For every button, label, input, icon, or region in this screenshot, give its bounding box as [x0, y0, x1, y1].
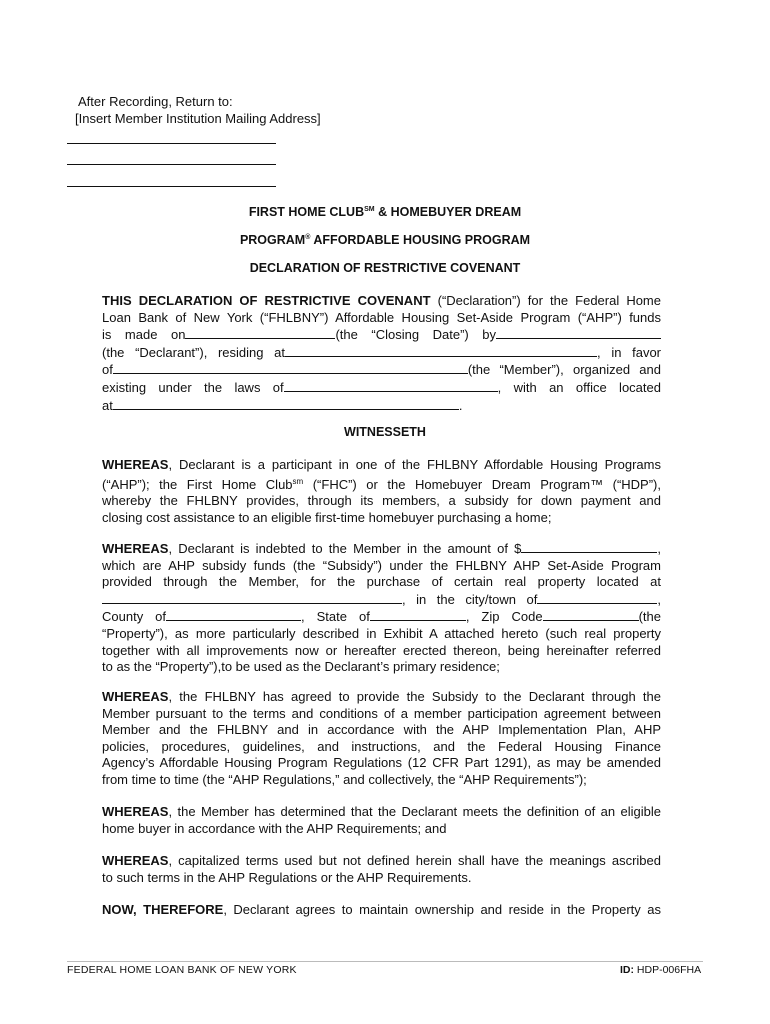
- state-blank: [370, 608, 466, 621]
- footer-document-id: ID: HDP-006FHA: [620, 964, 702, 976]
- footer-divider: [67, 961, 703, 962]
- intro-paragraph: THIS DECLARATION OF RESTRICTIVE COVENANT (“Declaration”) for the Federal Home Loan Bank of New York (“FHLBNY”) Affordable Housing Set-Aside Program (“AHP”) funds is made on (the “Closing Date”) by (the “Declarant”), residing at , in favor of (the “Member”), organized and existing under the laws of , with an office located at .: [102, 293, 662, 413]
- address-line-2: [67, 164, 276, 165]
- program-title-line-2: PROGRAM® AFFORDABLE HOUSING PROGRAM: [239, 233, 531, 247]
- whereas-paragraph-4: WHEREAS, the Member has determined that the Declarant meets the definition of an eligible home buyer in accordance with the AHP Requirements; and: [102, 804, 661, 836]
- whereas-paragraph-3: WHEREAS, the FHLBNY has agreed to provide the Subsidy to the Declarant through the Member pursuant to the terms and conditions of a member participation agreement between Member and the FHLBNY and in accordance with the AHP Implementation Plan, AHP policies, procedures, guidelines, and instructions, and the Federal Housing Finance Agency’s Affordable Housing Program Regulations (12 CFR Part 1291), as may be amended from time to time (the “AHP Regulations,” and collectively, the “AHP Requirements”);: [102, 689, 661, 787]
- footer-bank-name: FEDERAL HOME LOAN BANK OF NEW YORK: [67, 964, 297, 976]
- address-line-3: [67, 186, 276, 187]
- county-blank: [166, 608, 301, 621]
- return-label: After Recording, Return to:: [78, 94, 233, 109]
- member-name-blank: [113, 361, 468, 374]
- declarant-name-blank: [496, 326, 661, 339]
- closing-date-blank: [185, 326, 335, 339]
- whereas-paragraph-1: WHEREAS, Declarant is a participant in one of the FHLBNY Affordable Housing Programs (“AHP”); the First Home Club$^{sm}$ (“FHC”) or the Homebuyer Dream Program™ (“HDP”), whereby the FHLBNY provides, through its members, a subsidy for down payment and closing cost assistance to an eligible first-time homebuyer purchasing a home;: [102, 457, 661, 525]
- return-address-block: [75, 93, 321, 127]
- city-town-blank: [537, 591, 657, 604]
- member-address-placeholder: [Insert Member Institution Mailing Address]: [75, 111, 321, 126]
- subsidy-amount-blank: [521, 540, 657, 553]
- address-line-1: [67, 143, 276, 144]
- member-office-blank: [113, 397, 459, 410]
- property-location-blank: [102, 591, 402, 604]
- whereas-paragraph-2: WHEREAS, Declarant is indebted to the Member in the amount of $ , which are AHP subsidy funds (the “Subsidy”) under the FHLBNY AHP Set-Aside Program provided through the Member, for the purchase of certain real property located at , in the city/town of , County of , State of , Zip Code (the “Property”), as more particularly described in Exhibit A attached hereto (such real property together with all improvements now or hereafter erected thereon, being hereinafter referred to as the “Property”),to be used as the Declarant’s primary residence;: [102, 541, 661, 675]
- witnesseth-heading: WITNESSETH: [344, 425, 426, 439]
- member-state-blank: [284, 379, 498, 392]
- program-title-line-1: FIRST HOME CLUB℠ & HOMEBUYER DREAM: [248, 205, 522, 219]
- zip-code-blank: [543, 608, 639, 621]
- document-title: DECLARATION OF RESTRICTIVE COVENANT: [249, 261, 521, 275]
- now-therefore-paragraph: NOW, THEREFORE, Declarant agrees to maintain ownership and reside in the Property as: [102, 902, 661, 917]
- declarant-address-blank: [285, 344, 597, 357]
- whereas-paragraph-5: WHEREAS, capitalized terms used but not defined herein shall have the meanings ascribed to such terms in the AHP Regulations or the AHP Requirements.: [102, 853, 661, 885]
